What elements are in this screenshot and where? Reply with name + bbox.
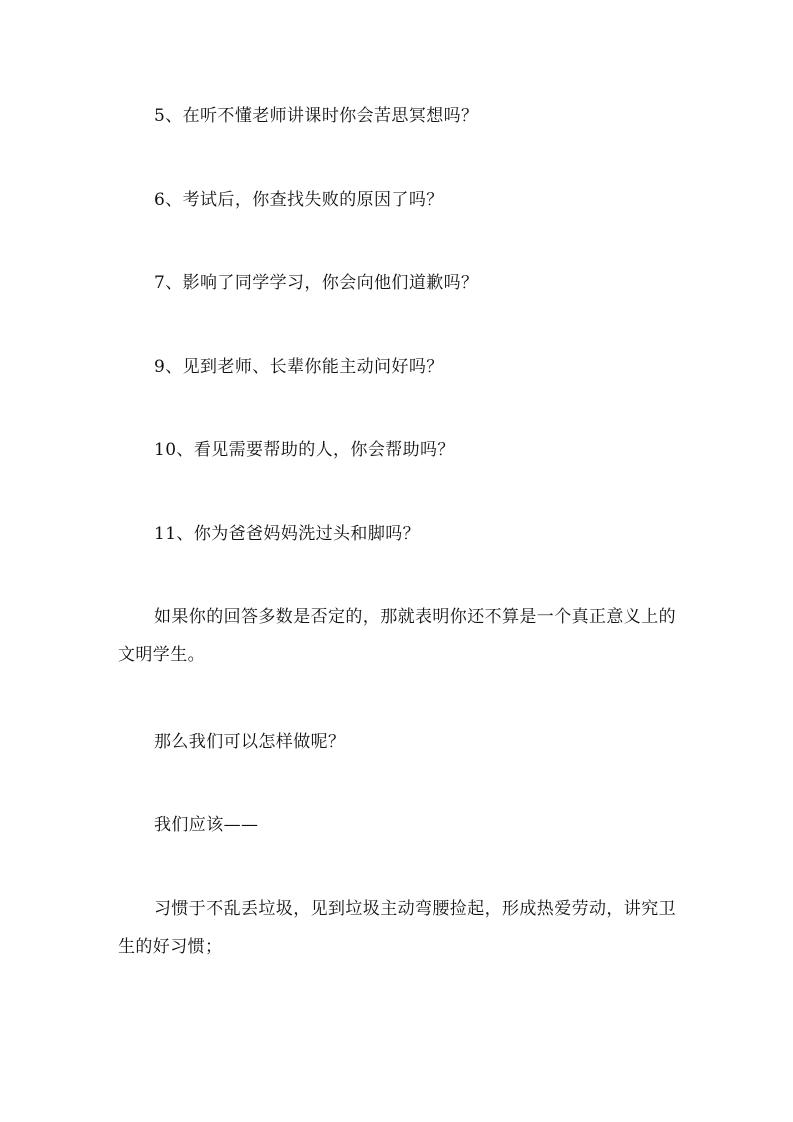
question-5: 5、在听不懂老师讲课时你会苦思冥想吗？	[154, 106, 479, 126]
question-9: 9、见到老师、长辈你能主动问好吗？	[154, 357, 444, 377]
question-11: 11、你为爸爸妈妈洗过头和脚吗？	[154, 524, 421, 544]
conclusion-paragraph: 如果你的回答多数是否定的，那就表明你还不算是一个真正意义上的文明学生。	[118, 607, 676, 665]
question-10: 10、看见需要帮助的人，你会帮助吗？	[154, 440, 455, 460]
habit-paragraph: 习惯于不乱丢垃圾，见到垃圾主动弯腰捡起，形成热爱劳动，讲究卫生的好习惯；	[118, 899, 676, 957]
question-6: 6、考试后，你查找失败的原因了吗？	[154, 190, 444, 210]
question-paragraph: 那么我们可以怎样做呢？	[154, 732, 346, 752]
should-paragraph: 我们应该——	[154, 815, 259, 835]
question-7: 7、影响了同学学习，你会向他们道歉吗？	[154, 273, 479, 293]
